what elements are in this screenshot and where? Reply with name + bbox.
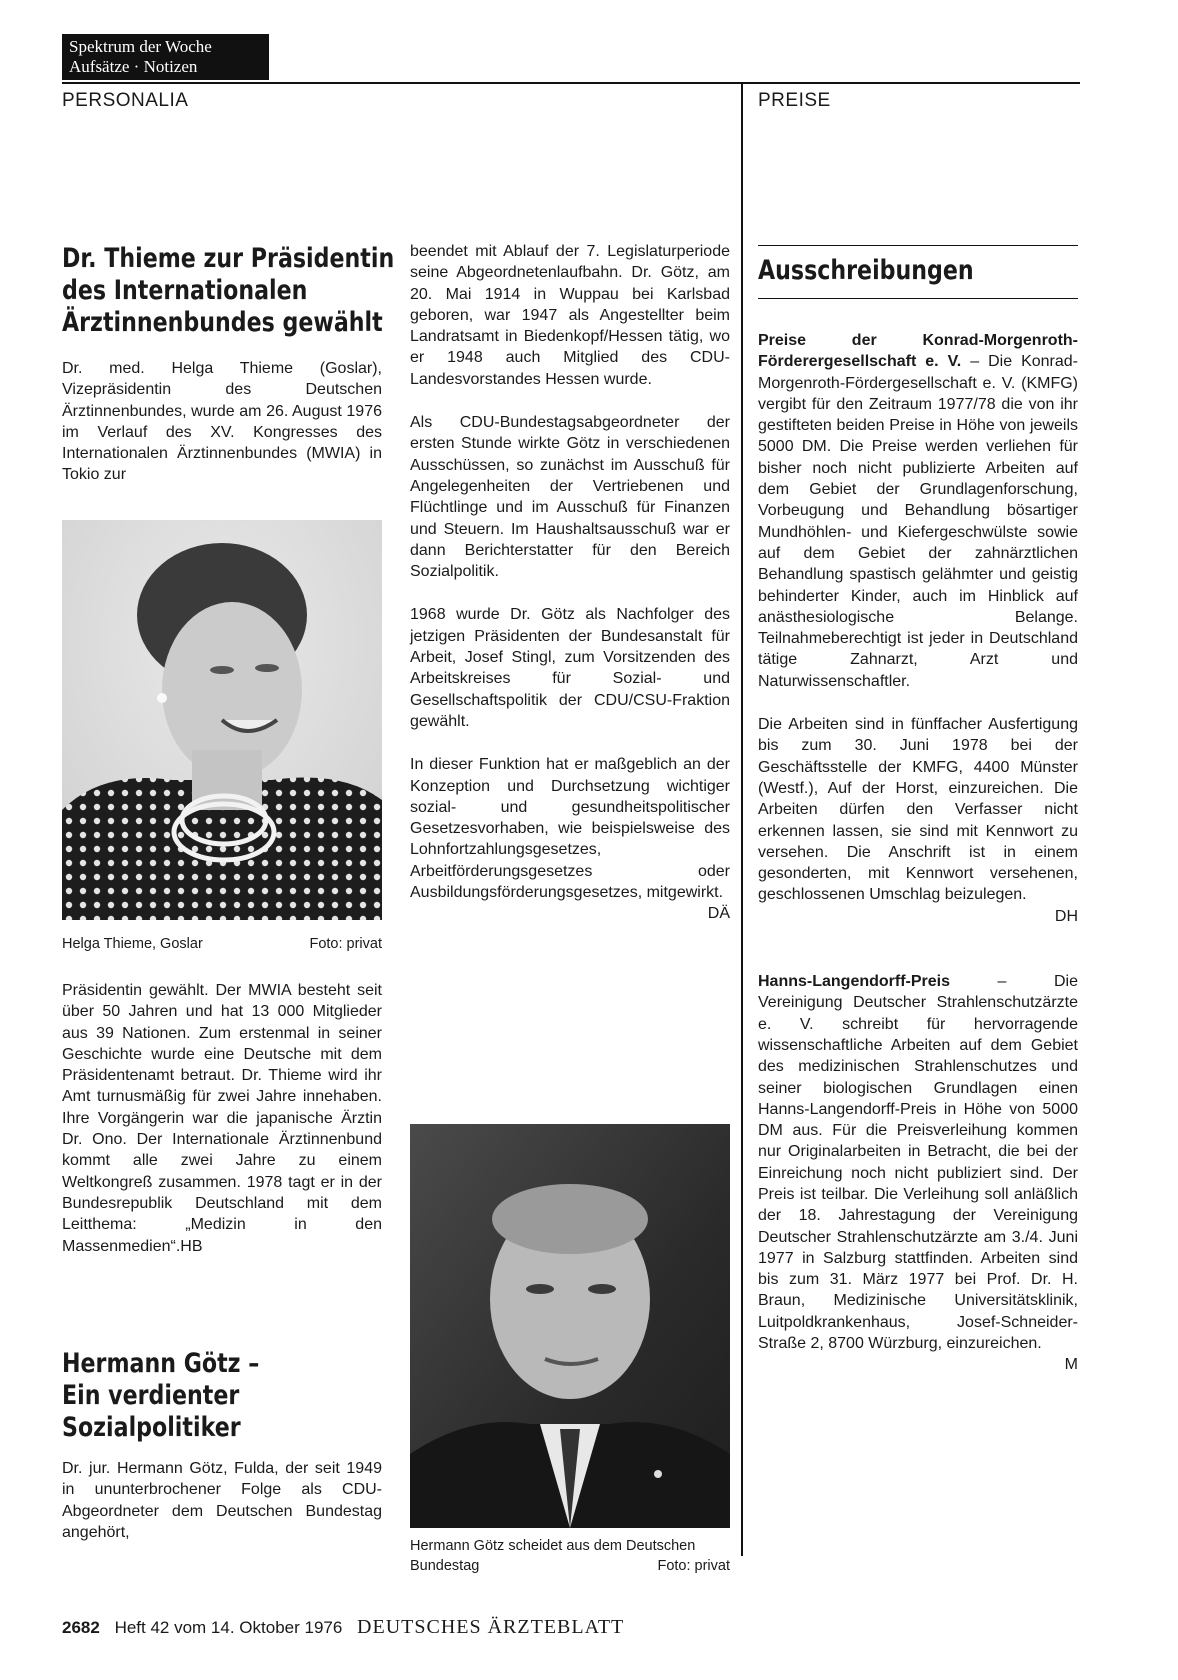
caption-text: Hermann Götz scheidet aus dem Deutschen Bundestag [410,1538,696,1574]
header-rule [62,82,1080,84]
column-divider [741,82,743,1556]
article1-body: Präsidentin gewählt. Der MWIA besteht seit über 50 Jahren und hat 13 000 Mitglieder aus 39 Nationen. Zum erstenmal in seiner Geschichte wurde eine Deutsche mit dem Präsidentenamt betraut. Dr. Thieme wird ihr Amt turnusmäßig für zwei Jahre innehaben. Ihre Vorgängerin war die japanische Ärztin Dr. Ono. Der Internationale Ärztinnenbund kommt alle zwei Jahre zu einem Weltkongreß zusammen. 1978 tagt er in der Bundesrepublik Deutschland mit dem Leitthema: „Medizin in den Massenmedien“.HB [62,982,382,1255]
author-sign-dh: DH [1054,907,1078,925]
page-number: 2682 [62,1618,100,1637]
section-label-personalia: PERSONALIA [62,90,189,111]
prizes-rule-top [758,245,1078,246]
publication-name: DEUTSCHES ÄRZTEBLATT [357,1616,625,1638]
prizes-rule-bottom [758,298,1078,299]
prizes-body [758,330,1078,1376]
article2-continuation: beendet mit Ablauf der 7. Legislaturperiode seine Abgeordnetenlaufbahn. Dr. Götz, am 20. Mai 1914 in Wuppau bei Karlsbad geboren, war 1947 als Angestellter beim Landratsamt in Biedenkopf/Hessen tätig, wo er 1948 auch Mitglied des CDU-Landesvorstandes Hessen wurde. Als CDU-Bundestagsabgeordneter der ersten Stunde wirkte Götz in verschiedenen Ausschüssen, so zunächst im Ausschuß für Angelegenheiten der Vertriebenen und Flüchtlinge und im Ausschuß für Finanzen und Steuern. Im Haushaltsausschuß war er dann Berichterstatter für den Bereich Sozialpolitik. 1968 wurde Dr. Götz als Nachfolger des jetzigen Präsidenten der Bundesanstalt für Arbeit, Josef Stingl, zum Vorsitzenden des Arbeitskreises für Sozial- und Gesellschaftspolitik der CDU/CSU-Fraktion gewählt. In dieser Funktion hat er maßgeblich an der Konzeption und Durchsetzung wichtiger sozial- und gesundheitspolitischer Gesetzesvorhaben, wie beispielsweise des Lohnfortzahlungsgesetzes, Arbeitförderungsgesetzes oder Ausbildungsförderungsgesetzes, mitgewirkt. DÄ [410,241,730,925]
prize1-body: – Die Konrad-Morgenroth-Fördergesellschaft e. V. (KMFG) vergibt für den Zeitraum 1977/78 die von ihr gestifteten beiden Preise in Höhe von jeweils 5000 DM. Die Preise werden verliehen für bisher noch nicht publizierte Arbeiten auf dem Gebiet der Grundlagenforschung, Vorbeugung und Behandlung bösartiger Mundhöhlen- und Kiefergeschwülste sowie auf dem Gebiet der zahnärztlichen Behandlung spastisch gelähmter und geistig behinderter Kinder, auch im Hinblick auf anästhesiologische Belange. Teilnahmeberechtigt ist jeder in Deutschland tätige Zahnarzt, Arzt und Naturwissenschaftler. [758,353,1078,690]
article1-intro: Dr. med. Helga Thieme (Goslar), Vizepräsidentin des Deutschen Ärztinnenbundes, wurde am 26. August 1976 im Verlauf des XV. Kongresses des Internationalen Ärztinnenbundes (MWIA) in Tokio zur [62,360,382,484]
photo-caption-goetz [410,1536,730,1576]
prize2-body: – Die Vereinigung Deutscher Strahlenschutzärzte e. V. schreibt für hervorragende wissenschaftliche Arbeiten auf dem Gebiet des medizinischen Strahlenschutzes und seiner biologischen Grundlagen einen Hanns-Langendorff-Preis in Höhe von 5000 DM aus. Für die Preisverleihung kommen nur Originalarbeiten in Betracht, die bei der Einreichung noch nicht publiziert sind. Der Preis ist teilbar. Die Verleihung soll anläßlich der 18. Jahrestagung der Vereinigung Deutscher Strahlenschutzärzte am 3./4. Juni 1977 in Salzburg stattfinden. Arbeiten sind bis zum 31. März 1977 bei Prof. Dr. H. Braun, Medizinische Universitätsklinik, Luitpoldkrankenhaus, Josef-Schneider-Straße 2, 8700 Würzburg, einzureichen. [758,973,1078,1353]
prizes-headline: Ausschreibungen [758,255,974,286]
section-label-preise: PREISE [758,90,831,111]
photo-caption-thieme [62,934,382,954]
photo-helga-thieme [62,520,382,920]
author-sign-m: M [1064,1356,1078,1374]
page-footer [62,1616,624,1639]
prize1-body2: Die Arbeiten sind in fünffacher Ausfertigung bis zum 30. Juni 1978 bei der Geschäftsstelle der KMFG, 4400 Münster (Westf.), Auf der Horst, einzureichen. Die Arbeiten dürfen den Verfasser nicht erkennen lassen, sie sind mit Kennwort zu versehen. Die Anschrift ist in einem gesonderten, mit Kennwort versehenen, geschlossenen Umschlag beizulegen. [758,716,1078,904]
prize1-title: Preise der Konrad-Morgenroth-Förderergesellschaft e. V. [758,332,1078,371]
article2-intro: Dr. jur. Hermann Götz, Fulda, der seit 1949 in ununterbrochener Folge als CDU-Abgeordneter dem Deutschen Bundestag angehört, [62,1460,382,1541]
photo-hermann-goetz [410,1124,730,1528]
author-sign-dae: DÄ [707,905,730,923]
badge-line-2: Aufsätze · Notizen [69,57,198,76]
prize2-title: Hanns-Langendorff-Preis [758,973,951,991]
article2-headline: Hermann Götz – Ein verdienter Sozialpolitiker [62,1348,260,1443]
caption-credit: Foto: privat [657,1558,730,1574]
caption-credit: Foto: privat [309,936,382,952]
section-badge [62,34,269,80]
badge-line-1: Spektrum der Woche [69,37,212,56]
article1-headline: Dr. Thieme zur Präsidentin des Internationalen Ärztinnenbundes gewählt [62,243,395,338]
caption-name: Helga Thieme, Goslar [62,936,203,952]
issue-info: Heft 42 vom 14. Oktober 1976 [114,1618,343,1637]
